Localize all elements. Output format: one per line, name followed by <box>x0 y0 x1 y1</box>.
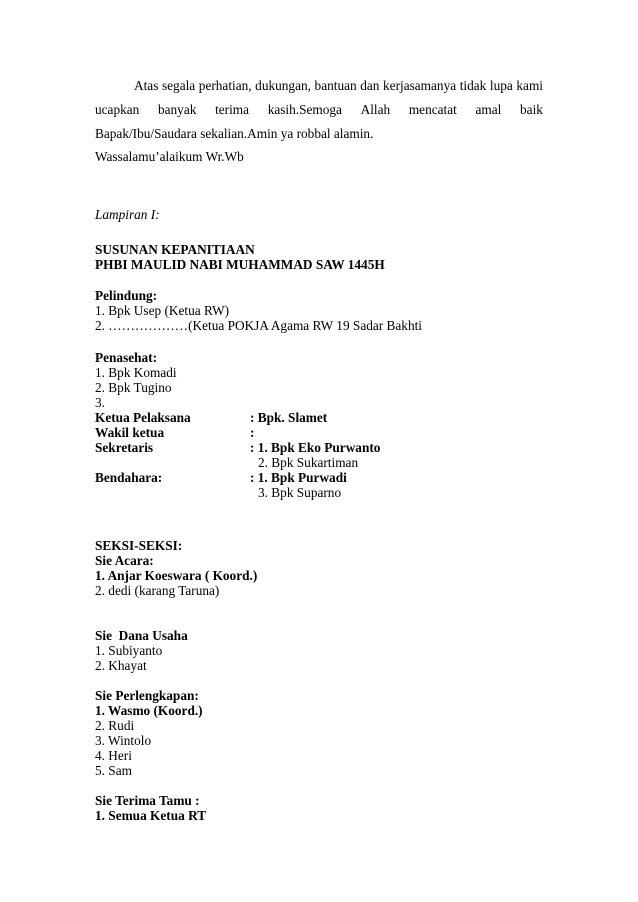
list-item: 3. <box>95 395 105 410</box>
word: banyak <box>157 102 197 117</box>
seksi-heading: SEKSI-SEKSI: <box>95 538 183 553</box>
word: ucapkan <box>95 102 140 117</box>
ketua-value: : Bpk. Slamet <box>250 410 328 425</box>
sie-terima-tamu-heading: Sie Terima Tamu : <box>95 793 200 808</box>
penasehat-heading: Penasehat: <box>95 350 158 365</box>
list-item: 2. Khayat <box>95 658 147 673</box>
list-item: 1. Semua Ketua RT <box>95 808 207 823</box>
word: mencatat <box>408 102 457 117</box>
bendahara-label: Bendahara: <box>95 470 163 485</box>
list-item: 1. Bpk Komadi <box>95 365 177 380</box>
wakil-value: : <box>250 425 255 440</box>
sie-dana-heading: Sie Dana Usaha <box>95 628 188 643</box>
sekretaris-value-2: 2. Bpk Sukartiman <box>258 455 359 470</box>
ketua-label: Ketua Pelaksana <box>95 410 191 425</box>
word: amal <box>475 102 502 117</box>
list-item: 2. Rudi <box>95 718 135 733</box>
list-item: 3. Wintolo <box>95 733 152 748</box>
attachment-label: Lampiran I: <box>95 207 160 222</box>
list-item: 1. Bpk Usep (Ketua RW) <box>95 303 230 318</box>
word: baik <box>520 102 543 117</box>
sekretaris-value-1: : 1. Bpk Eko Purwanto <box>250 440 381 455</box>
word: Allah <box>360 102 391 117</box>
list-item: 2. Bpk Tugino <box>95 380 172 395</box>
list-item: 4. Heri <box>95 748 132 763</box>
list-item: 2. ………………(Ketua POKJA Agama RW 19 Sadar Bakhti <box>95 318 422 333</box>
closing-salutation: Wassalamu’alaikum Wr.Wb <box>95 149 244 164</box>
list-item: 2. dedi (karang Taruna) <box>95 583 220 598</box>
list-item: 1. Anjar Koeswara ( Koord.) <box>95 568 258 583</box>
closing-paragraph-line-1: Atas segala perhatian, dukungan, bantuan dan kerjasamanya tidak lupa kami <box>134 78 543 93</box>
closing-paragraph-line-3: Bapak/Ibu/Saudara sekalian.Amin ya robbal alamin. <box>95 126 374 141</box>
bendahara-value-2: 3. Bpk Suparno <box>258 485 342 500</box>
word: terima <box>215 102 250 117</box>
pelindung-heading: Pelindung: <box>95 288 158 303</box>
document-subtitle: PHBI MAULID NABI MUHAMMAD SAW 1445H <box>95 257 385 272</box>
sekretaris-label: Sekretaris <box>95 440 154 455</box>
document-title: SUSUNAN KEPANITIAAN <box>95 242 255 257</box>
list-item: 1. Wasmo (Koord.) <box>95 703 203 718</box>
word: kasih.Semoga <box>267 102 342 117</box>
sie-perlengkapan-heading: Sie Perlengkapan: <box>95 688 199 703</box>
sie-acara-heading: Sie Acara: <box>95 553 154 568</box>
list-item: 1. Subiyanto <box>95 643 163 658</box>
list-item: 5. Sam <box>95 763 132 778</box>
bendahara-value-1: : 1. Bpk Purwadi <box>250 470 347 485</box>
closing-paragraph-line-2 <box>95 102 543 118</box>
wakil-label: Wakil ketua <box>95 425 165 440</box>
